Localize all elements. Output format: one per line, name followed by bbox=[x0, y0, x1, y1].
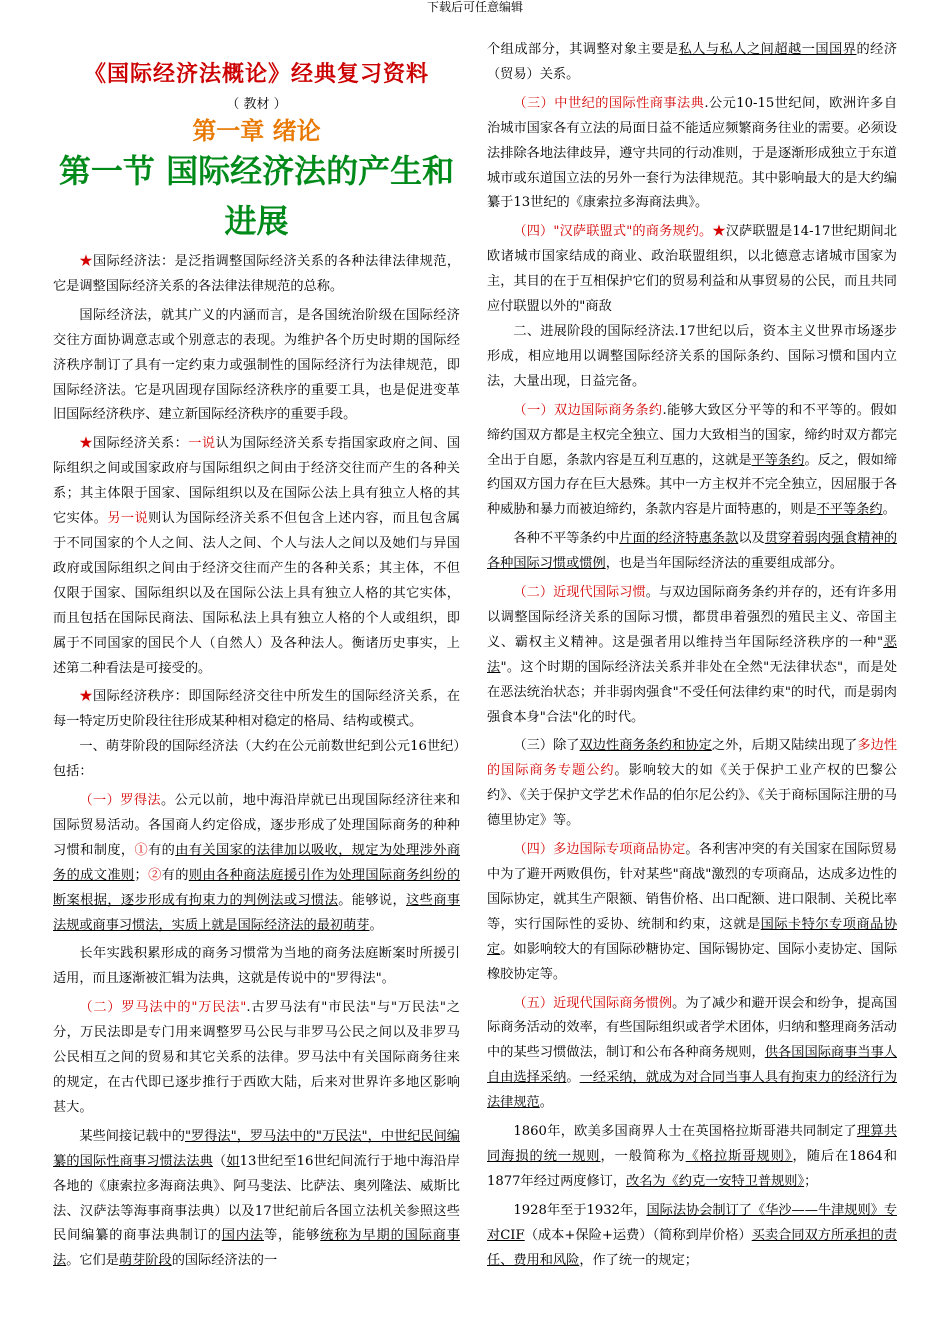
star-icon: ★ bbox=[79, 254, 93, 269]
paragraph-commodity-agreements: （四）多边国际专项商品协定。各利害冲突的有关国家在国际贸易中为了避开两败俱伤，针对某些"商战"激烈的专项商品，达成多边性的国际协定，就其生产限额、销售价格、出口配额、进口限制、关税比率等，实行国际性的妥协、统制和约束，这就是国际卡特尔专项商品协定。如影响较大的有国际砂糖协定、国际锡协定、国际小麦协定、国际橡胶协定等。 bbox=[487, 842, 898, 982]
paragraph-continuation: 个组成部分，其调整对象主要是私人与私人之间超越一国国界的经济（贸易）关系。 bbox=[487, 42, 898, 82]
left-column bbox=[53, 54, 460, 1274]
paragraph-broad-meaning: 国际经济法，就其广义的内涵而言，是各国统治阶级在国际经济交往方面协调意志或个别意志的表现。为维护各个历史时期的国际经济秩序制订了具有一定约束力或强制性的国际经济行为法律规范，即国际经济法。它是巩固现存国际经济秩序的重要工具，也是促进变革旧国际经济秩序、建立新国际经济秩序的重要手段。 bbox=[53, 307, 460, 423]
paragraph-multilateral-conventions: （三）除了双边性商务条约和协定之外，后期又陆续出现了多边性的国际商务专题公约。影响较大的如《关于保护工业产权的巴黎公约》、《关于保护文学艺术作品的伯尔尼公约》、《关于商标国际注册的马德里协定》等。 bbox=[487, 738, 898, 829]
paragraph-warsaw-oxford: 1928年至于1932年，国际法协会制订了《华沙——牛津规则》专对CIF（成本+保险+运费）（简称到岸价格）买卖合同双方所承担的责任、费用和风险，作了统一的规定； bbox=[487, 1202, 898, 1268]
paragraph-bilateral-treaties: （一）双边国际商务条约.能够大致区分平等的和不平等的。假如缔约国双方都是主权完全独立、国力大致相当的国家，缔约时双方都完全出于自愿，条款内容是互利互惠的，这就是平等条约。反之，假如缔约国双方国力存在巨大悬殊。其中一方主权并不完全独立，因屈服于各种威胁和暴力而被迫缔约，条款内容是片面特惠的，则是不平等条约。 bbox=[487, 402, 898, 518]
paragraph-economic-order: ★国际经济秩序：即国际经济交往中所发生的国际经济关系，在每一特定历史阶段往往形成某种相对稳定的格局、结构或模式。 bbox=[53, 689, 461, 730]
star-icon: ★ bbox=[79, 689, 93, 705]
star-icon: ★ bbox=[79, 436, 93, 452]
paragraph-unequal-treaties: 各种不平等条约中片面的经济特惠条款以及贯穿着弱肉强食精神的各种国际习惯或惯例，也是当年国际经济法的重要组成部分。 bbox=[487, 531, 898, 572]
paragraph-glasgow-rules: 1860年，欧美多国商界人士在英国格拉斯哥港共同制定了理算共同海损的统一规则，一般简称为《格拉斯哥规则》，随后在1864和1877年经过两度修订，改名为《约克一安特卫普规则》； bbox=[487, 1124, 898, 1189]
header-note: 下载后可任意编辑 bbox=[426, 0, 523, 14]
paragraph-rhodian-code: 长年实践积累形成的商务习惯常为当地的商务法庭断案时所援引适用，而且逐渐被汇辑为法典，这就是传说中的"罗得法"。 bbox=[53, 946, 460, 987]
right-column bbox=[487, 38, 897, 1274]
paragraph-economic-relations: ★国际经济关系：一说认为国际经济关系专指国家政府之间、国际组织之间或国家政府与国际组织之间由于经济交往而产生的各种关系；其主体限于国家、国际组织以及在国际公法上具有独立人格的其它实体。另一说则认为国际经济关系不但包含上述内容，而且包含属于不同国家的个人之间、法人之间、个人与法人之间以及她们与异国政府或国际组织之间由于经济交往而产生的各种关系；其主体，不但仅限于国家、国际组织以及在国际公法上具有独立人格的其它实体，而且包括在国际民商法、国际私法上具有独立人格的个人或组织，即属于不同国家的国民个人（自然人）及各种法人。衡诸历史事实，上述第二种看法是可接受的。 bbox=[53, 436, 461, 676]
star-icon: ★ bbox=[712, 224, 726, 240]
paragraph-medieval-code: （三）中世纪的国际性商事法典.公元10-15世纪间，欧洲许多自治城市国家各有立法的局面日益不能适应频繁商务往业的需要。必须设法排除各地法律歧异，遵守共同的行动准则，于是逐渐形成独立于东道城市或东道国立法的另外一套行为法律规范。其中影响最大的是大约编纂于13世纪的《康索拉多海商法典》。 bbox=[487, 95, 898, 211]
paragraph-modern-custom: （二）近现代国际习惯。与双边国际商务条约并存的，还有许多用以调整国际经济关系的国际习惯，都贯串着强烈的殖民主义、帝国主义、霸权主义精神。这是强者用以维持当年国际经济秩序的一种"恶法"。这个时期的国际经济法关系并非处在全然"无法律状态"，而是处在恶法统治状态；并非弱肉强食"不受任何法律约束"的时代，而是弱肉强食本身"合法"化的时代。 bbox=[487, 585, 898, 725]
document-title: 《国际经济法概论》经典复习资料 bbox=[83, 61, 429, 87]
paragraph-early-commercial-law: 某些间接记载中的"罗得法"，罗马法中的"万民法"，中世纪民间编纂的国际性商事习惯法法典（如13世纪至16世纪间流行于地中海沿岸各地的《康索拉多海商法典》、阿马斐法、比萨法、奥列隆法、威斯比法、汉萨法等海事商事法典）以及17世纪前后各国立法机关参照这些民间编纂的商事法典制订的国内法等，能够统称为早期的国际商事法。它们是萌芽阶段的国际经济法的一 bbox=[53, 1128, 461, 1269]
chapter-heading: 第一章 绪论 bbox=[192, 116, 321, 145]
paragraph-rhodian-law: （一）罗得法。公元以前，地中海沿岸就已出现国际经济往来和国际贸易活动。各国商人约定俗成，逐步形成了处理国际商务的种种习惯和制度，①有的由有关国家的法律加以吸收，规定为处理涉外商务的成文准则；②有的则由各种商法庭援引作为处理国际商务纠纷的断案根据，逐步形成有拘束力的判例法或习惯法。能够说，这些商事法规或商事习惯法，实质上就是国际经济法的最初萌芽。 bbox=[53, 793, 461, 933]
paragraph-stage-one: 一、萌芽阶段的国际经济法（大约在公元前数世纪到公元16世纪）包括： bbox=[53, 739, 460, 780]
paragraph-jus-gentium: （二）罗马法中的"万民法".古罗马法有"市民法"与"万民法"之分，万民法即是专门用来调整罗马公民与非罗马公民之间以及非罗马公民相互之间的贸易和其它关系的法律。罗马法中有关国际商务往来的规定，在古代即已逐步推行于西欧大陆，后来对世界许多地区影响甚大。 bbox=[53, 1000, 460, 1115]
paragraph-commercial-usage: （五）近现代国际商务惯例。为了减少和避开误会和纷争，提高国际商务活动的效率，有些国际组织或者学术团体，归纳和整理商务活动中的某些习惯做法，制订和公布各种商务规则，供各国国际商事当事人自由选择采纳。一经采纳，就成为对合同当事人具有拘束力的经济行为法律规范。 bbox=[487, 995, 898, 1111]
document-subtitle: （ 教材 ） bbox=[226, 97, 287, 112]
paragraph-definition: ★国际经济法：是泛指调整国际经济关系的各种法律法律规范，它是调整国际经济关系的各法律法律规范的总称。 bbox=[53, 254, 461, 294]
section-heading: 第一节 国际经济法的产生和进展 bbox=[58, 152, 455, 240]
paragraph-stage-two: 二、进展阶段的国际经济法.17世纪以后，资本主义世界市场逐步形成，相应地用以调整国际经济关系的国际条约、国际习惯和国内立法，大量出现，日益完备。 bbox=[487, 323, 897, 389]
paragraph-hanseatic: （四）"汉萨联盟式"的商务规约。★汉萨联盟是14-17世纪期间北欧诸城市国家结成的商业、政治联盟组织，以北德意志诸城市国家为主，其目的在于互相保护它们的贸易利益和从事贸易的公民，而且共同应付联盟以外的"商敌 bbox=[487, 224, 897, 315]
